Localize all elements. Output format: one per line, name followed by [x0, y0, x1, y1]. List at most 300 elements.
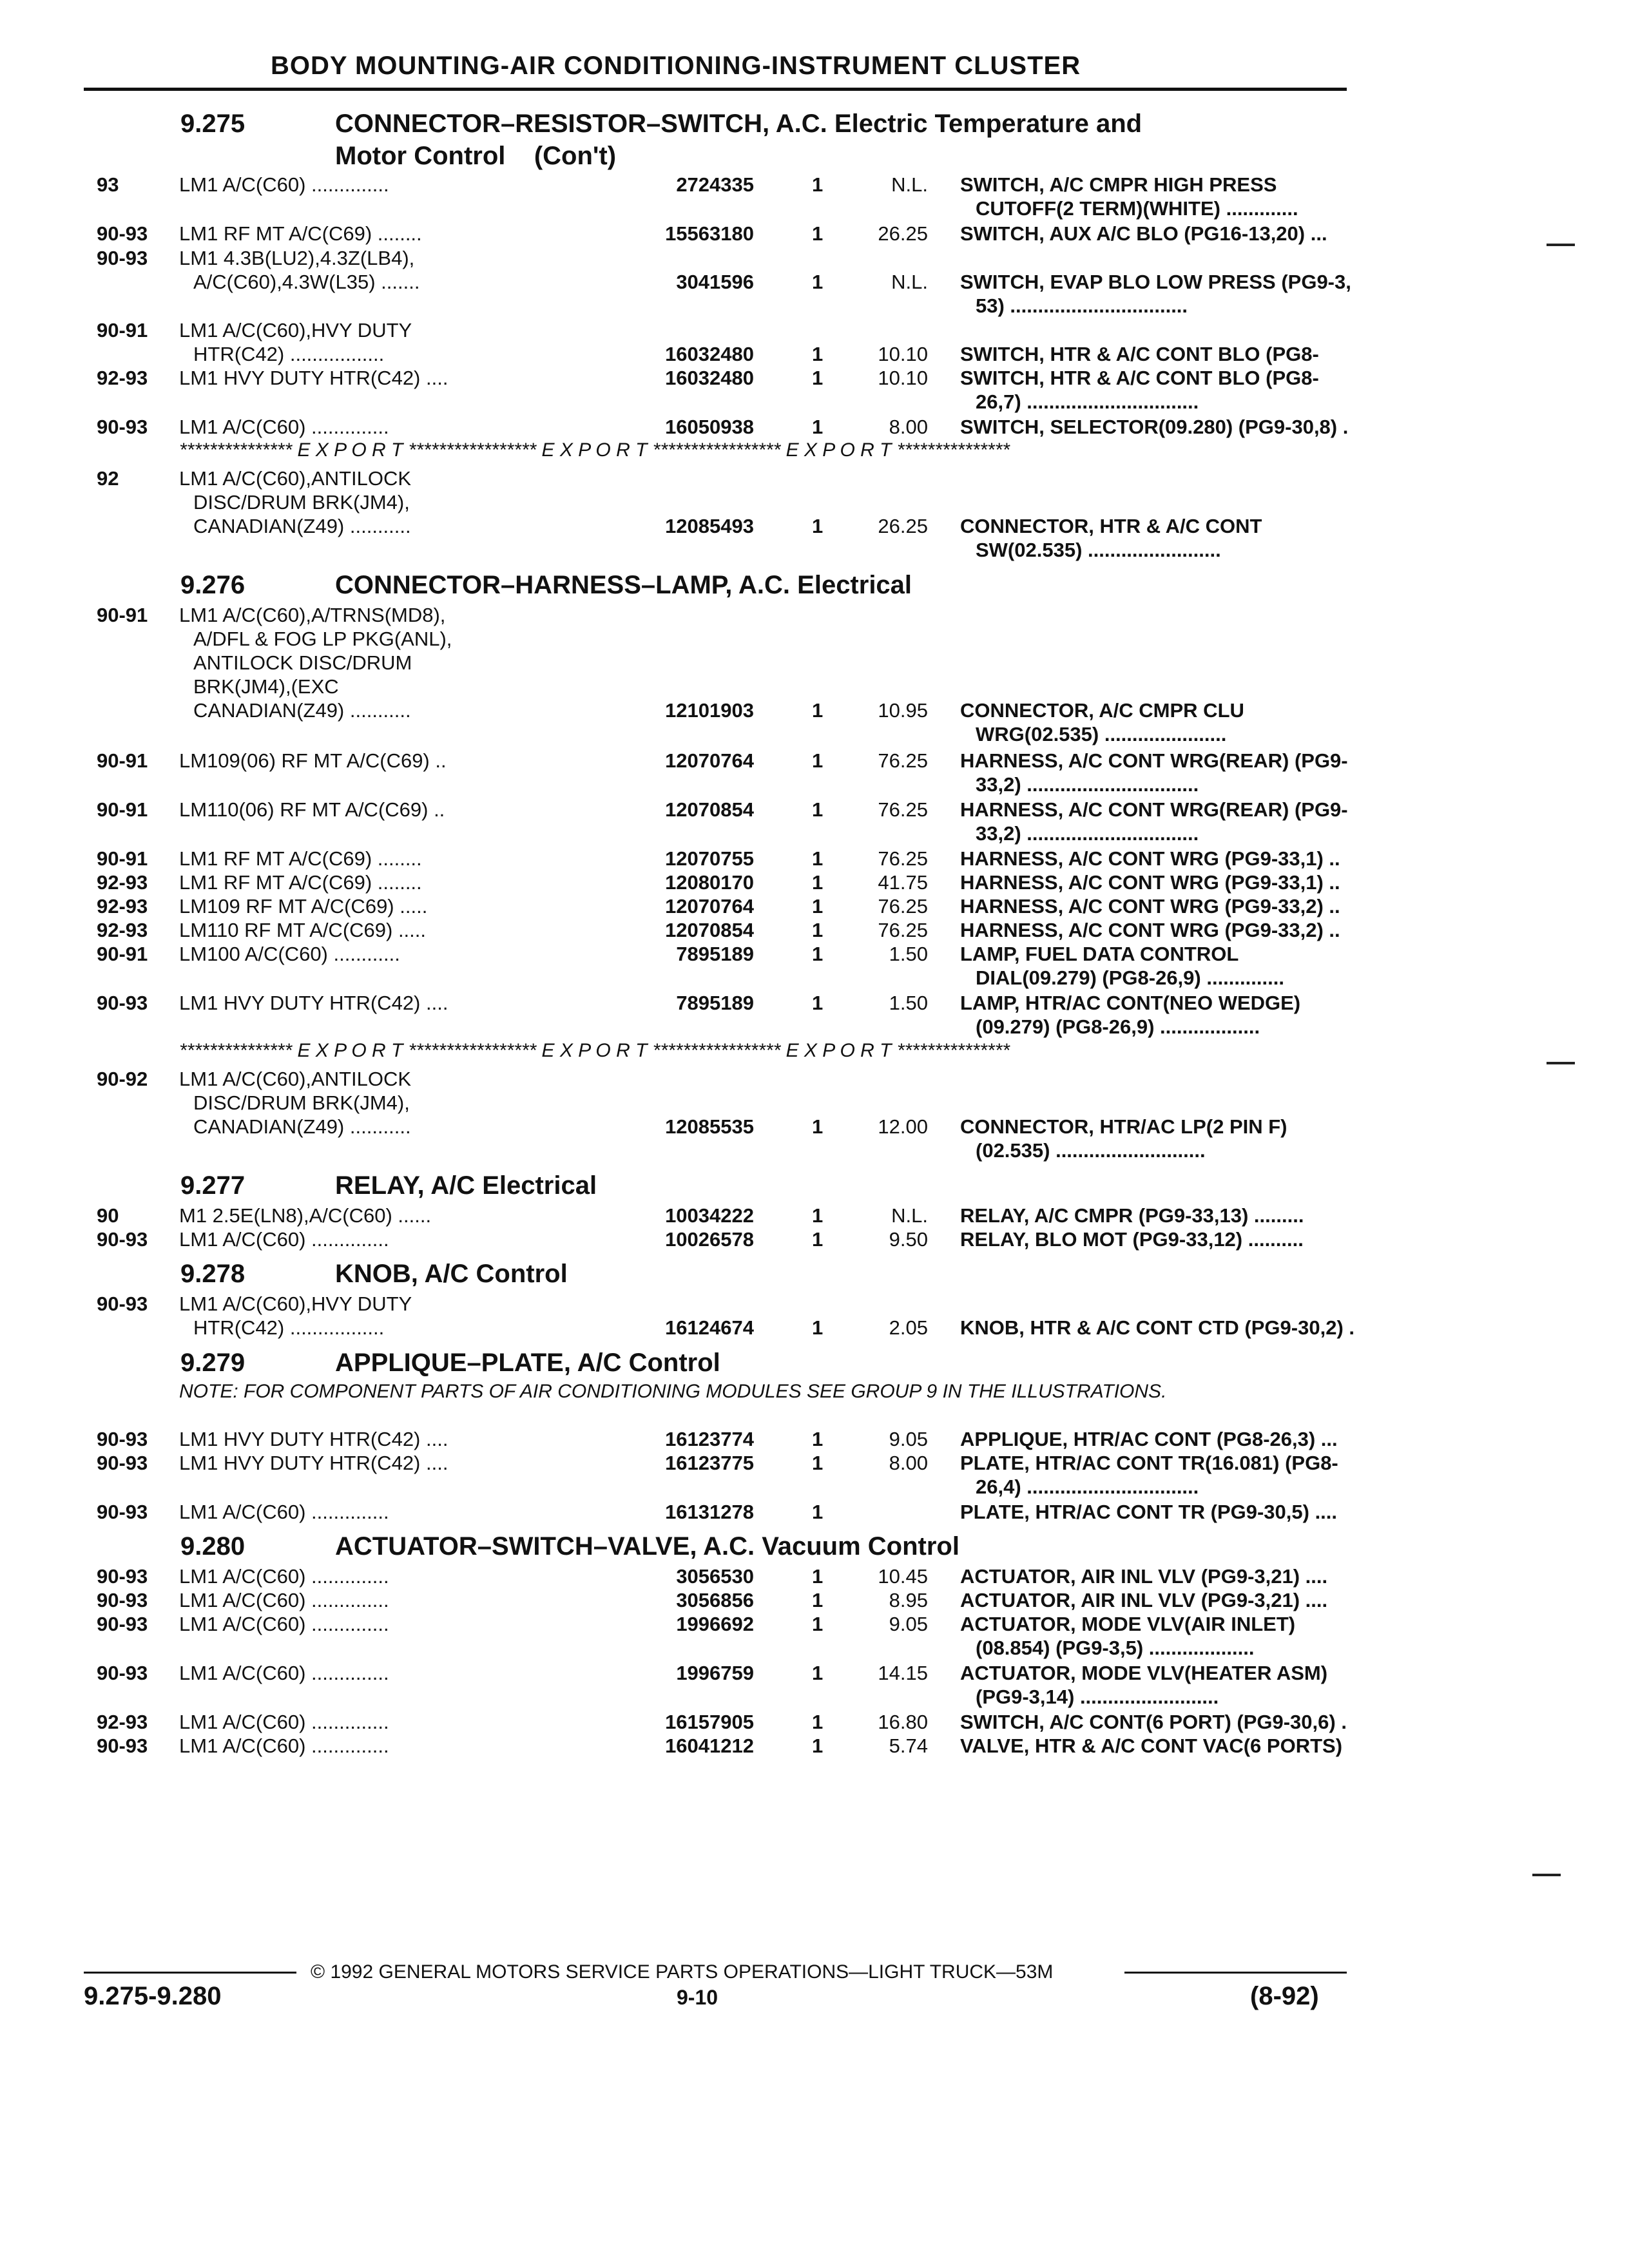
description-line: (08.854) (PG9-3,5) ...................: [976, 1637, 1255, 1659]
description-line: (PG9-3,14) .........................: [976, 1686, 1219, 1708]
part-description: [960, 1500, 1424, 1524]
copyright-line: © 1992 GENERAL MOTORS SERVICE PARTS OPERATIONS—LIGHT TRUCK—53M: [311, 1961, 1054, 1983]
part-description: [960, 270, 1424, 318]
part-number: 12070854: [665, 798, 754, 821]
part-number: 15563180: [665, 222, 754, 245]
description-line: HARNESS, A/C CONT WRG(REAR) (PG9-: [960, 749, 1348, 772]
model-application: [179, 246, 546, 294]
part-number: 10034222: [665, 1204, 754, 1227]
section-heading: [97, 1260, 1353, 1292]
model-line: LM1 HVY DUTY HTR(C42) ....: [179, 992, 448, 1014]
part-number: 16123774: [665, 1428, 754, 1450]
model-line: A/C(C60),4.3W(L35) .......: [193, 271, 420, 293]
part-row: [97, 1227, 1353, 1253]
model-line: LM1 HVY DUTY HTR(C42) ....: [179, 1428, 448, 1450]
part-description: [960, 222, 1424, 245]
part-description: [960, 1451, 1424, 1499]
section-title: ACTUATOR–SWITCH–VALVE, A.C. Vacuum Control: [335, 1532, 959, 1561]
section-title-line2: Motor Control (Con't): [335, 142, 617, 170]
page-title: BODY MOUNTING-AIR CONDITIONING-INSTRUMENT CLUSTER: [271, 52, 1081, 80]
model-line: LM1 A/C(C60),ANTILOCK: [179, 1068, 412, 1090]
part-number: 7895189: [676, 943, 754, 965]
part-number: 2724335: [676, 173, 754, 196]
quantity: 1: [812, 1316, 824, 1339]
description-line: APPLIQUE, HTR/AC CONT (PG8-26,3) ...: [960, 1428, 1338, 1450]
part-number: 1996692: [676, 1613, 754, 1635]
quantity: 1: [812, 1501, 824, 1523]
part-row: [97, 466, 1353, 564]
part-number: 7895189: [676, 992, 754, 1014]
model-line: DISC/DRUM BRK(JM4),: [193, 1091, 410, 1114]
part-row: [97, 1204, 1353, 1227]
model-year: 92: [97, 467, 119, 490]
part-row: [97, 1612, 1353, 1661]
part-description: [960, 1734, 1424, 1758]
quantity: 1: [812, 222, 824, 245]
model-year: 90-93: [97, 1735, 148, 1757]
model-application: [179, 1204, 546, 1227]
description-line: 33,2) ...............................: [976, 822, 1199, 845]
part-number: 16032480: [665, 367, 754, 389]
part-row: [97, 1427, 1353, 1451]
price: 10.45: [878, 1565, 928, 1588]
part-number: 12101903: [665, 699, 754, 722]
part-row: [97, 222, 1353, 246]
price: 8.00: [889, 1452, 928, 1474]
model-year: 90-93: [97, 1452, 148, 1474]
price: 8.00: [889, 416, 928, 438]
part-number: 12070764: [665, 749, 754, 772]
section-heading: [97, 571, 1353, 603]
model-line: LM1 RF MT A/C(C69) ........: [179, 847, 422, 870]
model-line: LM109 RF MT A/C(C69) .....: [179, 895, 428, 918]
description-line: WRG(02.535) ......................: [976, 723, 1227, 745]
part-description: [960, 1661, 1424, 1709]
part-description: [960, 918, 1424, 942]
part-row: [97, 415, 1353, 439]
description-line: SWITCH, EVAP BLO LOW PRESS (PG9-3,: [960, 271, 1351, 293]
quantity: 1: [812, 343, 824, 365]
part-number: 3056530: [676, 1565, 754, 1588]
section-title: CONNECTOR–RESISTOR–SWITCH, A.C. Electric Temperature and: [335, 110, 1142, 138]
part-number: 12070755: [665, 847, 754, 870]
description-line: (02.535) ...........................: [976, 1139, 1206, 1162]
model-line: LM1 HVY DUTY HTR(C42) ....: [179, 1452, 448, 1474]
model-year: 90-93: [97, 1565, 148, 1588]
quantity: 1: [812, 798, 824, 821]
section-number: 9.280: [180, 1532, 246, 1561]
model-line: LM1 HVY DUTY HTR(C42) ....: [179, 367, 448, 389]
part-description: [960, 698, 1424, 746]
model-year: 90-93: [97, 1662, 148, 1684]
part-row: [97, 603, 1353, 749]
model-year: 90: [97, 1204, 119, 1227]
section-heading: [97, 1532, 1353, 1564]
price: 14.15: [878, 1662, 928, 1684]
quantity: 1: [812, 1565, 824, 1588]
quantity: 1: [812, 1228, 824, 1251]
model-application: [179, 870, 546, 894]
model-year: 90-91: [97, 749, 148, 772]
part-number: 10026578: [665, 1228, 754, 1251]
part-number: 3041596: [676, 271, 754, 293]
part-number: 12085493: [665, 515, 754, 537]
footer-rule: [84, 1972, 296, 1974]
model-application: [179, 1612, 546, 1636]
part-description: [960, 894, 1424, 918]
model-application: [179, 894, 546, 918]
model-application: [179, 798, 546, 822]
model-application: [179, 603, 546, 722]
model-line: LM1 A/C(C60) ..............: [179, 416, 389, 438]
description-line: LAMP, HTR/AC CONT(NEO WEDGE): [960, 992, 1301, 1014]
description-line: ACTUATOR, MODE VLV(HEATER ASM): [960, 1662, 1328, 1684]
parts-list: [97, 103, 1353, 1758]
model-application: [179, 847, 546, 870]
price: N.L.: [891, 271, 928, 293]
model-line: DISC/DRUM BRK(JM4),: [193, 491, 410, 514]
quantity: 1: [812, 992, 824, 1014]
model-line: LM1 A/C(C60) ..............: [179, 1228, 389, 1251]
description-line: PLATE, HTR/AC CONT TR(16.081) (PG8-: [960, 1452, 1338, 1474]
section-number: 9.279: [180, 1349, 246, 1377]
section-title: RELAY, A/C Electrical: [335, 1171, 597, 1200]
price: 10.10: [878, 367, 928, 389]
model-year: 90-93: [97, 1501, 148, 1523]
part-description: [960, 1427, 1424, 1451]
model-application: [179, 918, 546, 942]
model-application: [179, 1734, 546, 1758]
model-application: [179, 991, 546, 1015]
part-row: [97, 918, 1353, 942]
quantity: 1: [812, 1428, 824, 1450]
part-row: [97, 1661, 1353, 1710]
model-year: 90-93: [97, 416, 148, 438]
model-application: [179, 222, 546, 245]
part-description: [960, 1710, 1424, 1734]
model-year: 90-92: [97, 1068, 148, 1090]
quantity: 1: [812, 895, 824, 918]
model-application: [179, 1661, 546, 1685]
quantity: 1: [812, 1613, 824, 1635]
model-year: 92-93: [97, 919, 148, 941]
description-line: VALVE, HTR & A/C CONT VAC(6 PORTS): [960, 1735, 1343, 1757]
model-year: 90-91: [97, 319, 148, 341]
model-line: LM1 A/C(C60) ..............: [179, 1589, 389, 1611]
price: 26.25: [878, 515, 928, 537]
price: 9.05: [889, 1428, 928, 1450]
model-application: [179, 318, 546, 366]
part-row: [97, 1710, 1353, 1734]
model-line: CANADIAN(Z49) ...........: [193, 699, 411, 722]
section-number: 9.275: [180, 110, 246, 138]
model-application: [179, 173, 546, 197]
model-application: [179, 1067, 546, 1139]
part-number: 1996759: [676, 1662, 754, 1684]
price: 76.25: [878, 847, 928, 870]
part-description: [960, 847, 1424, 870]
model-application: [179, 942, 546, 966]
part-description: [960, 1204, 1424, 1227]
model-line: LM1 A/C(C60),HVY DUTY: [179, 1293, 412, 1315]
price: 76.25: [878, 895, 928, 918]
price: 76.25: [878, 919, 928, 941]
price: 76.25: [878, 749, 928, 772]
description-line: ACTUATOR, AIR INL VLV (PG9-3,21) ....: [960, 1589, 1328, 1611]
page-number: 9-10: [677, 1986, 718, 2009]
model-year: 90-93: [97, 247, 148, 269]
part-row: [97, 749, 1353, 798]
part-row: [97, 942, 1353, 991]
part-description: [960, 366, 1424, 414]
description-line: 26,7) ...............................: [976, 390, 1199, 413]
price: 9.05: [889, 1613, 928, 1635]
price: 10.95: [878, 699, 928, 722]
margin-mark: [1547, 244, 1575, 246]
model-line: CANADIAN(Z49) ...........: [193, 515, 411, 537]
model-application: [179, 1427, 546, 1451]
price: 26.25: [878, 222, 928, 245]
part-number: 16032480: [665, 343, 754, 365]
model-line: HTR(C42) .................: [193, 1316, 385, 1339]
part-row: [97, 991, 1353, 1040]
section-number: 9.277: [180, 1171, 246, 1200]
quantity: 1: [812, 943, 824, 965]
model-year: 90-91: [97, 943, 148, 965]
section-title-continued: [97, 142, 1353, 173]
model-year: 92-93: [97, 1711, 148, 1733]
margin-mark: [1547, 1062, 1575, 1064]
part-row: [97, 173, 1353, 222]
price: 12.00: [878, 1115, 928, 1138]
quantity: 1: [812, 416, 824, 438]
model-line: LM1 A/C(C60),HVY DUTY: [179, 319, 412, 341]
part-number: 12085535: [665, 1115, 754, 1138]
quantity: 1: [812, 1589, 824, 1611]
model-year: 90-93: [97, 1428, 148, 1450]
description-line: RELAY, BLO MOT (PG9-33,12) ..........: [960, 1228, 1304, 1251]
quantity: 1: [812, 871, 824, 894]
model-year: 92-93: [97, 895, 148, 918]
description-line: CONNECTOR, HTR/AC LP(2 PIN F): [960, 1115, 1287, 1138]
model-year: 90-93: [97, 1228, 148, 1251]
description-line: 26,4) ...............................: [976, 1475, 1199, 1498]
description-line: CONNECTOR, HTR & A/C CONT: [960, 515, 1262, 537]
quantity: 1: [812, 515, 824, 537]
section-note: NOTE: FOR COMPONENT PARTS OF AIR CONDITIONING MODULES SEE GROUP 9 IN THE ILLUSTRATIONS.: [179, 1381, 1167, 1402]
description-line: HARNESS, A/C CONT WRG(REAR) (PG9-: [960, 798, 1348, 821]
model-line: LM110(06) RF MT A/C(C69) ..: [179, 798, 445, 821]
price: 41.75: [878, 871, 928, 894]
part-row: [97, 1734, 1353, 1758]
part-number: 16131278: [665, 1501, 754, 1523]
quantity: 1: [812, 1204, 824, 1227]
model-application: [179, 1588, 546, 1612]
description-line: SWITCH, SELECTOR(09.280) (PG9-30,8) .: [960, 416, 1349, 438]
model-line: BRK(JM4),(EXC: [193, 675, 339, 698]
description-line: HARNESS, A/C CONT WRG (PG9-33,1) ..: [960, 847, 1340, 870]
model-application: [179, 415, 546, 439]
model-line: CANADIAN(Z49) ...........: [193, 1115, 411, 1138]
model-line: LM1 A/C(C60) ..............: [179, 1613, 389, 1635]
quantity: 1: [812, 1452, 824, 1474]
part-description: [960, 342, 1424, 366]
price: 10.10: [878, 343, 928, 365]
part-description: [960, 870, 1424, 894]
model-year: 90-91: [97, 847, 148, 870]
part-row: [97, 847, 1353, 870]
revision-date: (8-92): [1250, 1982, 1319, 2010]
part-number: 16123775: [665, 1452, 754, 1474]
quantity: 1: [812, 1735, 824, 1757]
description-line: CUTOFF(2 TERM)(WHITE) .............: [976, 197, 1298, 220]
section-heading: [97, 110, 1353, 142]
model-year: 90-91: [97, 604, 148, 626]
price: 2.05: [889, 1316, 928, 1339]
description-line: ACTUATOR, AIR INL VLV (PG9-3,21) ....: [960, 1565, 1328, 1588]
part-row: [97, 246, 1353, 318]
part-description: [960, 942, 1424, 990]
description-line: LAMP, FUEL DATA CONTROL: [960, 943, 1239, 965]
description-line: SWITCH, A/C CONT(6 PORT) (PG9-30,6) .: [960, 1711, 1347, 1733]
quantity: 1: [812, 847, 824, 870]
model-line: M1 2.5E(LN8),A/C(C60) ......: [179, 1204, 432, 1227]
section-number: 9.276: [180, 571, 246, 599]
description-line: RELAY, A/C CMPR (PG9-33,13) .........: [960, 1204, 1304, 1227]
description-line: SWITCH, A/C CMPR HIGH PRESS: [960, 173, 1277, 196]
model-application: [179, 366, 546, 390]
model-application: [179, 1710, 546, 1734]
model-line: LM1 RF MT A/C(C69) ........: [179, 871, 422, 894]
description-line: ACTUATOR, MODE VLV(AIR INLET): [960, 1613, 1296, 1635]
part-row: [97, 1500, 1353, 1526]
model-line: LM100 A/C(C60) ............: [179, 943, 400, 965]
quantity: 1: [812, 919, 824, 941]
model-year: 92-93: [97, 871, 148, 894]
export-divider: [97, 439, 1353, 466]
model-line: LM1 A/C(C60) ..............: [179, 1565, 389, 1588]
part-number: 16041212: [665, 1735, 754, 1757]
model-application: [179, 1500, 546, 1524]
part-row: [97, 366, 1353, 415]
part-row: [97, 1067, 1353, 1165]
part-row: [97, 798, 1353, 847]
section-heading: [97, 1349, 1353, 1381]
part-number: 16050938: [665, 416, 754, 438]
description-line: HARNESS, A/C CONT WRG (PG9-33,2) ..: [960, 895, 1340, 918]
part-description: [960, 798, 1424, 845]
model-application: [179, 1451, 546, 1475]
section-number: 9.278: [180, 1260, 246, 1288]
model-year: 93: [97, 173, 119, 196]
model-year: 90-91: [97, 798, 148, 821]
part-row: [97, 318, 1353, 366]
model-line: LM1 RF MT A/C(C69) ........: [179, 222, 422, 245]
section-range: 9.275-9.280: [84, 1982, 222, 2010]
part-number: 12080170: [665, 871, 754, 894]
model-line: LM1 4.3B(LU2),4.3Z(LB4),: [179, 247, 415, 269]
margin-mark: [1532, 1874, 1561, 1876]
quantity: 1: [812, 1711, 824, 1733]
price: 1.50: [889, 992, 928, 1014]
description-line: DIAL(09.279) (PG8-26,9) ..............: [976, 966, 1284, 989]
header-rule: [84, 88, 1347, 91]
price: 8.95: [889, 1589, 928, 1611]
price: 5.74: [889, 1735, 928, 1757]
model-application: [179, 1292, 546, 1340]
description-line: PLATE, HTR/AC CONT TR (PG9-30,5) ....: [960, 1501, 1338, 1523]
model-line: HTR(C42) .................: [193, 343, 385, 365]
quantity: 1: [812, 367, 824, 389]
model-line: LM1 A/C(C60) ..............: [179, 1662, 389, 1684]
price: 1.50: [889, 943, 928, 965]
part-number: 12070764: [665, 895, 754, 918]
model-line: LM1 A/C(C60) ..............: [179, 173, 389, 196]
part-row: [97, 1588, 1353, 1612]
quantity: 1: [812, 1662, 824, 1684]
price: 16.80: [878, 1711, 928, 1733]
section-title: APPLIQUE–PLATE, A/C Control: [335, 1349, 720, 1377]
price: 76.25: [878, 798, 928, 821]
part-number: 16157905: [665, 1711, 754, 1733]
quantity: 1: [812, 173, 824, 196]
part-row: [97, 1451, 1353, 1500]
description-line: SWITCH, HTR & A/C CONT BLO (PG8-: [960, 343, 1319, 365]
model-line: LM1 A/C(C60) ..............: [179, 1501, 389, 1523]
part-description: [960, 1612, 1424, 1660]
section-title: KNOB, A/C Control: [335, 1260, 568, 1288]
description-line: 53) ................................: [976, 294, 1188, 317]
section-heading: [97, 1171, 1353, 1204]
part-description: [960, 1564, 1424, 1588]
footer-rule: [1124, 1972, 1347, 1974]
model-year: 90-93: [97, 222, 148, 245]
description-line: HARNESS, A/C CONT WRG (PG9-33,1) ..: [960, 871, 1340, 894]
model-year: 90-93: [97, 992, 148, 1014]
quantity: 1: [812, 749, 824, 772]
part-row: [97, 1292, 1353, 1342]
description-line: SW(02.535) ........................: [976, 539, 1221, 561]
model-application: [179, 749, 546, 773]
description-line: SWITCH, AUX A/C BLO (PG16-13,20) ...: [960, 222, 1327, 245]
price: N.L.: [891, 1204, 928, 1227]
price: 9.50: [889, 1228, 928, 1251]
export-divider-text: *************** E X P O R T ***************** E X P O R T ***************** E X P O R T ***************: [179, 439, 1010, 461]
part-description: [960, 415, 1424, 439]
model-line: LM1 A/C(C60),ANTILOCK: [179, 467, 412, 490]
export-divider: [97, 1040, 1353, 1067]
model-line: LM1 A/C(C60),A/TRNS(MD8),: [179, 604, 446, 626]
part-description: [960, 514, 1424, 562]
quantity: 1: [812, 699, 824, 722]
description-line: KNOB, HTR & A/C CONT CTD (PG9-30,2) .: [960, 1316, 1354, 1339]
model-year: 90-93: [97, 1589, 148, 1611]
part-description: [960, 173, 1424, 220]
model-year: 90-93: [97, 1293, 148, 1315]
part-description: [960, 749, 1424, 796]
part-row: [97, 870, 1353, 894]
model-application: [179, 1227, 546, 1251]
part-number: 12070854: [665, 919, 754, 941]
part-description: [960, 1115, 1424, 1162]
part-description: [960, 1227, 1424, 1251]
model-year: 90-93: [97, 1613, 148, 1635]
part-number: 16124674: [665, 1316, 754, 1339]
model-year: 92-93: [97, 367, 148, 389]
description-line: CONNECTOR, A/C CMPR CLU: [960, 699, 1244, 722]
part-row: [97, 1564, 1353, 1588]
part-description: [960, 1588, 1424, 1612]
